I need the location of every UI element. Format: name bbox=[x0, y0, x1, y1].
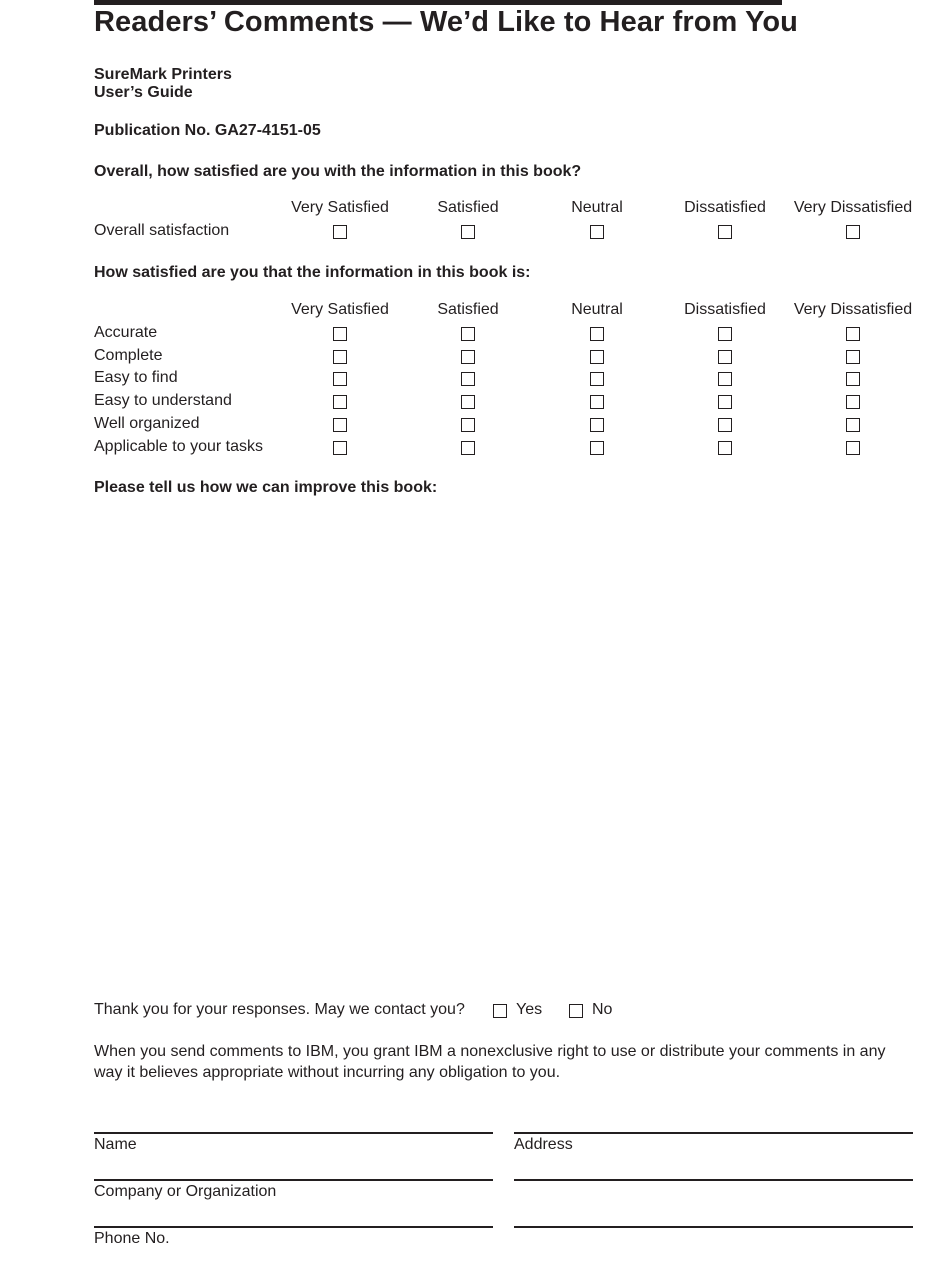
well-organized-satisfied-checkbox[interactable] bbox=[461, 418, 475, 432]
easy-to-find-neutral-checkbox[interactable] bbox=[590, 372, 604, 386]
improve-comment-area[interactable] bbox=[94, 510, 914, 980]
easy-to-understand-satisfied-checkbox[interactable] bbox=[461, 395, 475, 409]
company-field[interactable] bbox=[94, 1179, 493, 1181]
applicable-to-your-tasks-very-satisfied-checkbox[interactable] bbox=[333, 441, 347, 455]
page-title: Readers’ Comments — We’d Like to Hear from You bbox=[94, 6, 798, 38]
phone-label: Phone No. bbox=[94, 1230, 170, 1247]
overall-satisfaction-very-satisfied-checkbox[interactable] bbox=[333, 225, 347, 239]
accurate-dissatisfied-checkbox[interactable] bbox=[718, 327, 732, 341]
easy-to-find-very-dissatisfied-checkbox[interactable] bbox=[846, 372, 860, 386]
applicable-to-your-tasks-very-dissatisfied-checkbox[interactable] bbox=[846, 441, 860, 455]
overall-satisfaction-satisfied-checkbox[interactable] bbox=[461, 225, 475, 239]
easy-to-understand-very-dissatisfied-checkbox[interactable] bbox=[846, 395, 860, 409]
contact-yes-checkbox[interactable] bbox=[493, 1004, 507, 1018]
well-organized-neutral-checkbox[interactable] bbox=[590, 418, 604, 432]
address-label: Address bbox=[514, 1136, 573, 1153]
information-header-satisfied: Satisfied bbox=[437, 301, 499, 318]
row-label-accurate: Accurate bbox=[94, 324, 158, 341]
overall-satisfaction-very-dissatisfied-checkbox[interactable] bbox=[846, 225, 860, 239]
applicable-to-your-tasks-dissatisfied-checkbox[interactable] bbox=[718, 441, 732, 455]
overall-question: Overall, how satisfied are you with the information in this book? bbox=[94, 163, 582, 180]
improve-prompt: Please tell us how we can improve this book: bbox=[94, 479, 438, 496]
accurate-neutral-checkbox[interactable] bbox=[590, 327, 604, 341]
address-field-line1[interactable] bbox=[514, 1132, 913, 1134]
information-header-very-dissatisfied: Very Dissatisfied bbox=[793, 301, 913, 318]
overall-header-dissatisfied: Dissatisfied bbox=[684, 199, 766, 216]
information-header-neutral: Neutral bbox=[571, 301, 623, 318]
row-label-applicable-to-your-tasks: Applicable to your tasks bbox=[94, 437, 263, 455]
publication-number: Publication No. GA27-4151-05 bbox=[94, 122, 321, 139]
information-header-very-satisfied: Very Satisfied bbox=[291, 301, 389, 318]
book-title-line2: User’s Guide bbox=[94, 84, 193, 101]
book-title-line1: SureMark Printers bbox=[94, 66, 232, 83]
overall-satisfaction-neutral-checkbox[interactable] bbox=[590, 225, 604, 239]
overall-satisfaction-dissatisfied-checkbox[interactable] bbox=[718, 225, 732, 239]
well-organized-dissatisfied-checkbox[interactable] bbox=[718, 418, 732, 432]
easy-to-find-dissatisfied-checkbox[interactable] bbox=[718, 372, 732, 386]
easy-to-understand-dissatisfied-checkbox[interactable] bbox=[718, 395, 732, 409]
phone-field[interactable] bbox=[94, 1226, 493, 1228]
contact-question: Thank you for your responses. May we contact you? bbox=[94, 1001, 465, 1018]
applicable-to-your-tasks-neutral-checkbox[interactable] bbox=[590, 441, 604, 455]
company-label: Company or Organization bbox=[94, 1183, 277, 1200]
row-label-easy-to-find: Easy to find bbox=[94, 369, 178, 387]
row-label-complete: Complete bbox=[94, 346, 163, 364]
title-rule bbox=[94, 0, 782, 5]
easy-to-find-very-satisfied-checkbox[interactable] bbox=[333, 372, 347, 386]
well-organized-very-satisfied-checkbox[interactable] bbox=[333, 418, 347, 432]
overall-satisfaction-label: Overall satisfaction bbox=[94, 222, 230, 239]
address-field-line2[interactable] bbox=[514, 1179, 913, 1181]
contact-no-label: No bbox=[592, 1001, 613, 1018]
information-question: How satisfied are you that the information in this book is: bbox=[94, 264, 531, 281]
complete-dissatisfied-checkbox[interactable] bbox=[718, 350, 732, 364]
disclaimer-line1: When you send comments to IBM, you grant IBM a nonexclusive right to use or distribute your comments in any bbox=[94, 1043, 886, 1060]
easy-to-understand-very-satisfied-checkbox[interactable] bbox=[333, 395, 347, 409]
accurate-satisfied-checkbox[interactable] bbox=[461, 327, 475, 341]
overall-header-very-dissatisfied: Very Dissatisfied bbox=[793, 199, 913, 216]
address-field-line3[interactable] bbox=[514, 1226, 913, 1228]
complete-neutral-checkbox[interactable] bbox=[590, 350, 604, 364]
complete-very-satisfied-checkbox[interactable] bbox=[333, 350, 347, 364]
information-header-dissatisfied: Dissatisfied bbox=[684, 301, 766, 318]
row-label-well-organized: Well organized bbox=[94, 414, 200, 432]
complete-satisfied-checkbox[interactable] bbox=[461, 350, 475, 364]
name-label: Name bbox=[94, 1136, 137, 1153]
accurate-very-satisfied-checkbox[interactable] bbox=[333, 327, 347, 341]
row-label-easy-to-understand: Easy to understand bbox=[94, 392, 232, 410]
contact-no-checkbox[interactable] bbox=[569, 1004, 583, 1018]
name-field[interactable] bbox=[94, 1132, 493, 1134]
well-organized-very-dissatisfied-checkbox[interactable] bbox=[846, 418, 860, 432]
contact-yes-label: Yes bbox=[516, 1001, 543, 1018]
overall-header-very-satisfied: Very Satisfied bbox=[291, 199, 389, 216]
easy-to-understand-neutral-checkbox[interactable] bbox=[590, 395, 604, 409]
accurate-very-dissatisfied-checkbox[interactable] bbox=[846, 327, 860, 341]
easy-to-find-satisfied-checkbox[interactable] bbox=[461, 372, 475, 386]
disclaimer-line2: way it believes appropriate without incurring any obligation to you. bbox=[94, 1064, 561, 1081]
complete-very-dissatisfied-checkbox[interactable] bbox=[846, 350, 860, 364]
overall-header-neutral: Neutral bbox=[571, 199, 623, 216]
applicable-to-your-tasks-satisfied-checkbox[interactable] bbox=[461, 441, 475, 455]
overall-header-satisfied: Satisfied bbox=[437, 199, 499, 216]
